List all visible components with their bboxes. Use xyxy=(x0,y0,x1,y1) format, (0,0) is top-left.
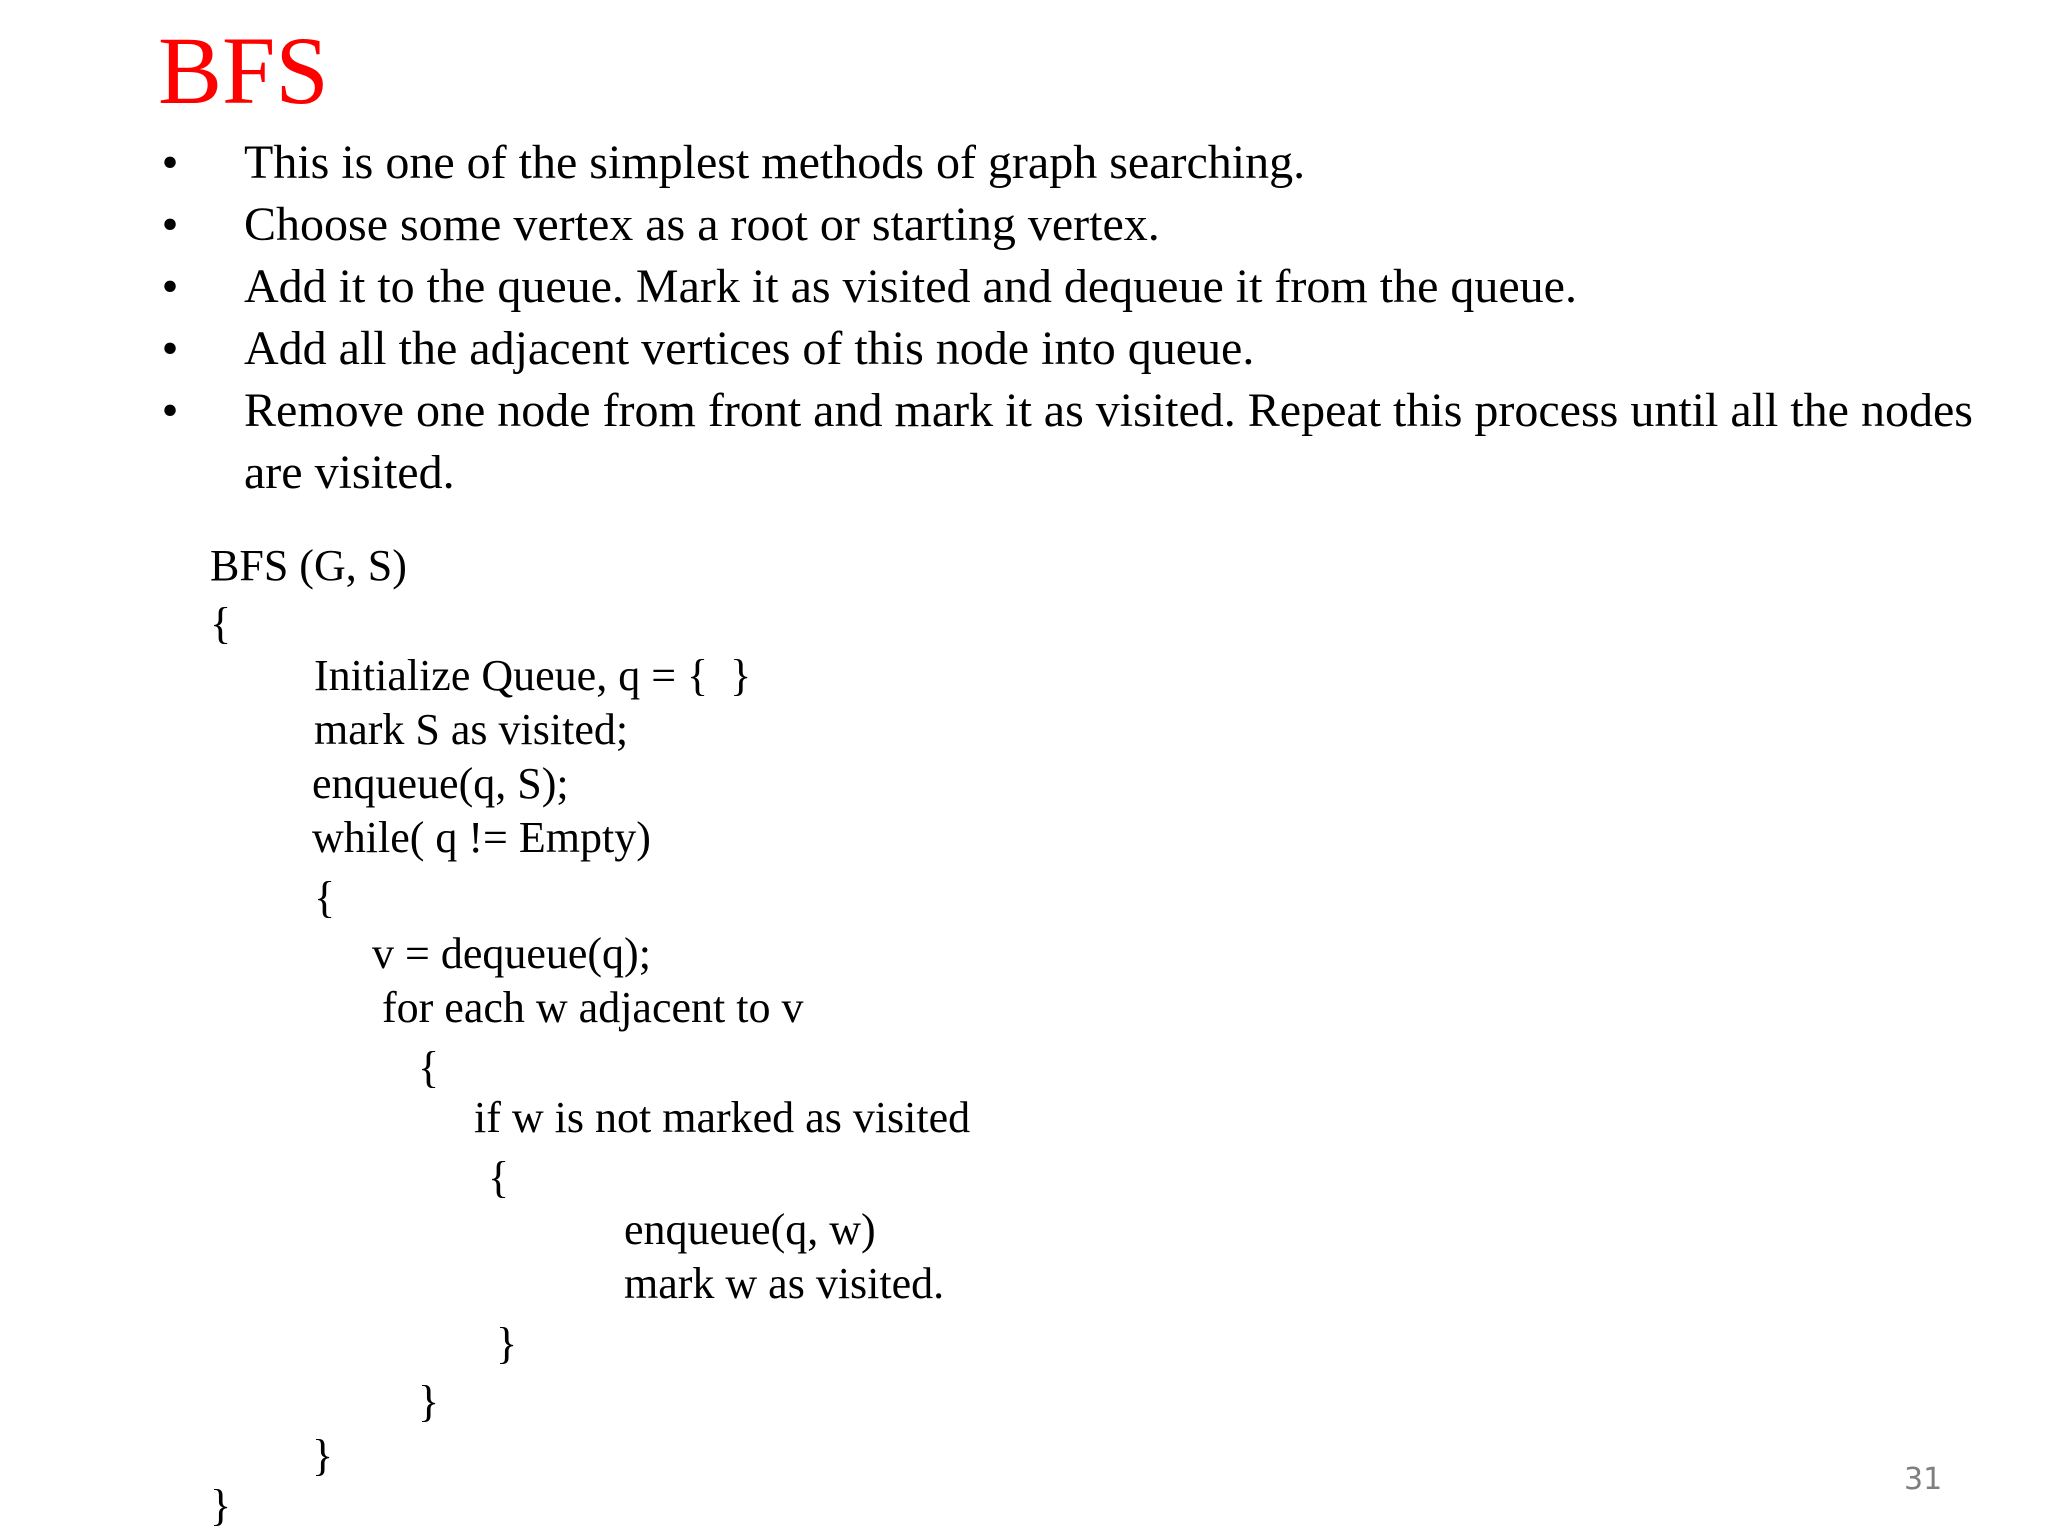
bullet-text: This is one of the simplest methods of graph searching. xyxy=(244,136,1306,189)
code-line: Initialize Queue, q = { } xyxy=(314,651,752,700)
code-line: { xyxy=(314,873,336,922)
code-line: } xyxy=(312,1431,334,1480)
bullet-text: Add all the adjacent vertices of this node into queue. xyxy=(244,322,1255,375)
code-line: while( q != Empty) xyxy=(312,813,651,862)
page-number: 31 xyxy=(1904,1462,1943,1497)
code-line: } xyxy=(496,1319,518,1368)
code-line: { xyxy=(210,599,232,648)
bullet-dot: • xyxy=(161,260,179,313)
code-line: enqueue(q, S); xyxy=(312,759,569,808)
bullet-text: Remove one node from front and mark it as visited. Repeat this process until all the nodes are visited. xyxy=(244,384,1973,499)
slide-title: BFS xyxy=(158,17,329,124)
code-line: } xyxy=(418,1377,440,1426)
code-line: } xyxy=(210,1481,232,1530)
code-line: mark S as visited; xyxy=(314,705,629,754)
code-line: if w is not marked as visited xyxy=(474,1093,971,1142)
code-line: for each w adjacent to v xyxy=(382,983,804,1032)
code-line: { xyxy=(488,1153,510,1202)
bullet-text: Choose some vertex as a root or starting vertex. xyxy=(244,198,1160,251)
code-line: mark w as visited. xyxy=(624,1259,945,1308)
code-line: { xyxy=(418,1043,440,1092)
bullet-text: Add it to the queue. Mark it as visited and dequeue it from the queue. xyxy=(244,260,1577,313)
bullet-dot: • xyxy=(161,322,179,375)
bullet-dot: • xyxy=(161,384,179,437)
code-line: v = dequeue(q); xyxy=(372,929,651,978)
code-line: BFS (G, S) xyxy=(210,541,407,590)
code-line: enqueue(q, w) xyxy=(624,1205,876,1254)
bullet-dot: • xyxy=(161,136,179,189)
bullet-dot: • xyxy=(161,198,179,251)
